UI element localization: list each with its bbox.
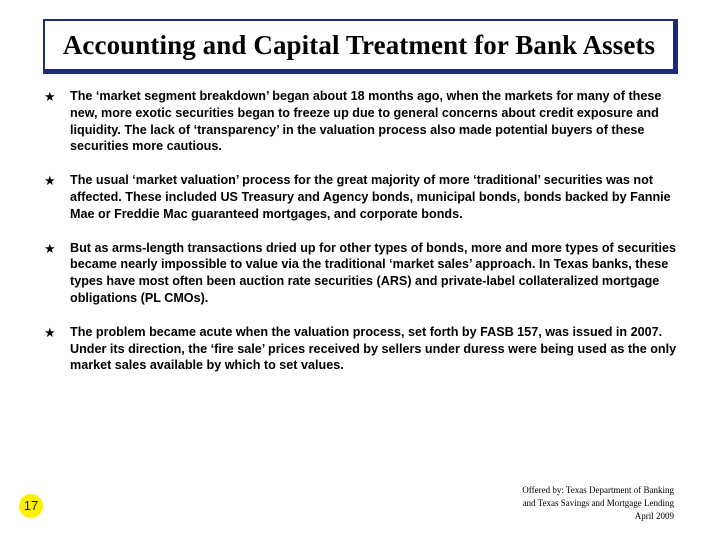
credit-line: and Texas Savings and Mortgage Lending xyxy=(522,498,674,508)
credit-note xyxy=(522,484,674,523)
bullet-text: The usual ‘market valuation’ process for the great majority of more ‘traditional’ securities was not affected. These included US Treasury and Agency bonds, municipal bonds, bonds backed by Fannie Mae or Freddie Mac guaranteed mortgages, and corporate bonds. xyxy=(70,173,671,221)
credit-line: Offered by: Texas Department of Banking xyxy=(522,485,674,495)
bullet-item xyxy=(44,240,684,307)
bullet-item xyxy=(44,172,684,222)
title-box xyxy=(43,19,678,74)
bullet-text: The problem became acute when the valuation process, set forth by FASB 157, was issued in 2007. Under its direction, the ‘fire sale’ prices received by sellers under duress were being used as the only market sales available by which to set values. xyxy=(70,324,677,373)
bullet-list xyxy=(44,88,684,391)
bullet-text: But as arms-length transactions dried up for other types of bonds, more and more types of securities became nearly impossible to value via the traditional ‘market sales’ approach. In Texas banks, these types have most often been auction rate securities (ARS) and private-label collateralized mortgage obligations (PL CMOs). xyxy=(70,240,677,305)
star-bullet-icon: ★ xyxy=(44,173,56,189)
bullet-item xyxy=(44,324,684,374)
page-number-badge: 17 xyxy=(19,494,43,518)
bullet-item xyxy=(44,88,684,155)
bullet-text: The ‘market segment breakdown’ began about 18 months ago, when the markets for many of these new, more exotic securities began to freeze up due to general concerns about credit exposure and liquidity. The lack of ‘transparency’ in the valuation process also made potential buyers of these securities more cautious. xyxy=(70,89,662,154)
star-bullet-icon: ★ xyxy=(44,89,56,104)
credit-date: April 2009 xyxy=(634,511,674,521)
star-bullet-icon: ★ xyxy=(44,324,56,340)
star-bullet-icon: ★ xyxy=(44,240,56,256)
slide-title: Accounting and Capital Treatment for Bank Assets xyxy=(62,29,656,60)
